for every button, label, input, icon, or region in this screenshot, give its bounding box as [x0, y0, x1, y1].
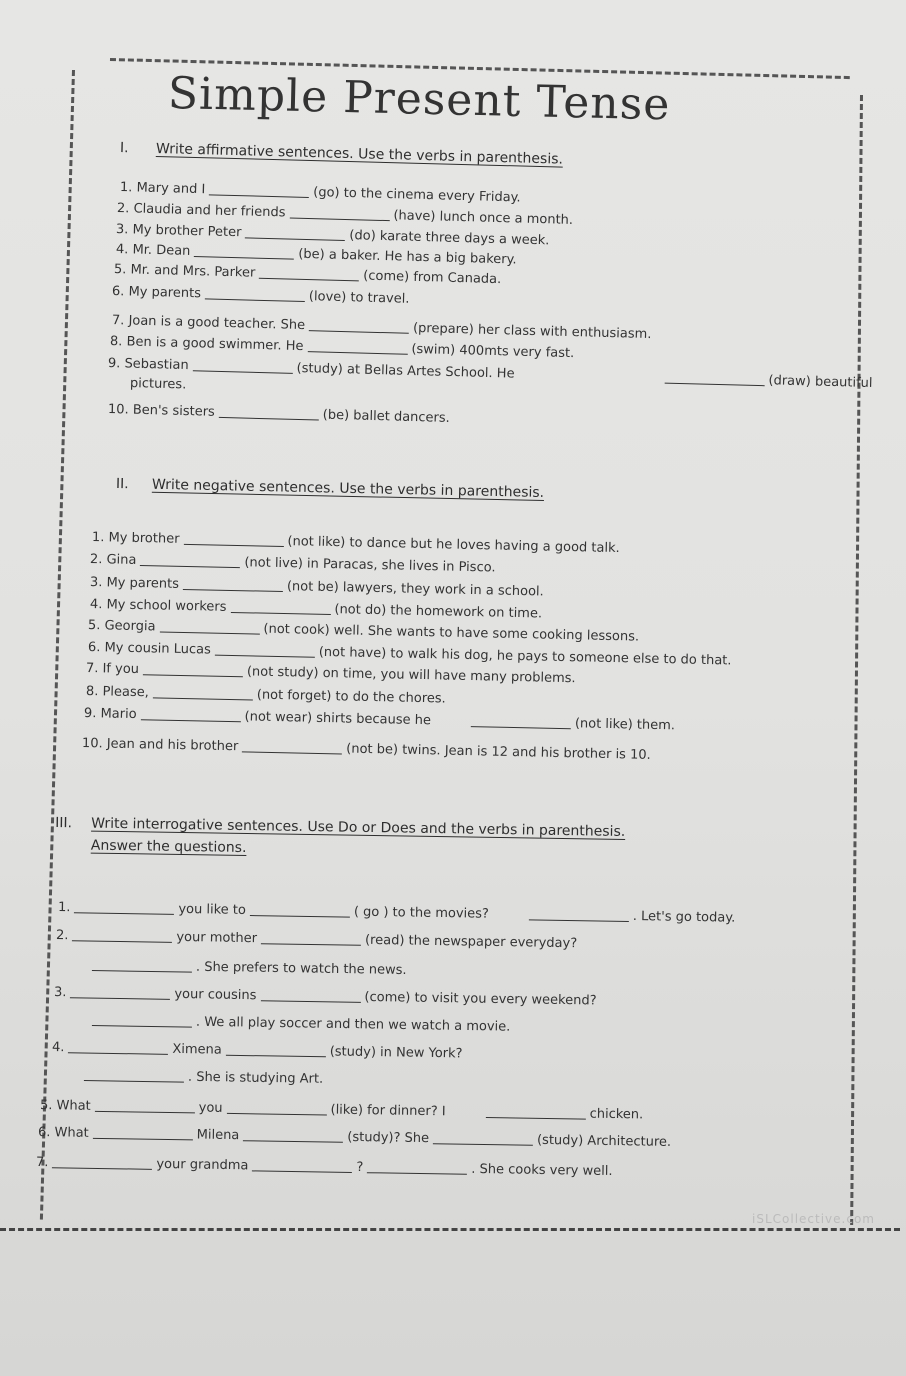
- exercise-item: [92, 530, 620, 556]
- item-text: 2. Gina: [89, 552, 137, 568]
- answer-blank[interactable]: [70, 996, 170, 1000]
- exercise-item: [82, 736, 651, 763]
- answer-blank[interactable]: [193, 369, 293, 374]
- item-text: (prepare) her class with enthusiasm.: [412, 320, 652, 343]
- item-text: ( go ) to the movies?: [353, 904, 489, 922]
- answer-blank[interactable]: [215, 654, 315, 658]
- item-text: . She cooks very well.: [471, 1161, 613, 1180]
- answer-blank[interactable]: [250, 914, 350, 918]
- exercise-item: [40, 1098, 643, 1122]
- item-text: chicken.: [589, 1106, 644, 1123]
- answer-blank[interactable]: [159, 630, 259, 634]
- exercise-item: [108, 402, 450, 426]
- item-text: (like) for dinner? I: [330, 1102, 446, 1120]
- exercise-item: [88, 618, 639, 645]
- item-text: 4.: [51, 1040, 65, 1056]
- item-text: (be) a baker. He has a big bakery.: [298, 246, 517, 268]
- section-instruction: Write interrogative sentences. Use Do or Does and the verbs in parenthesis.: [91, 815, 626, 840]
- section-heading: [120, 140, 563, 168]
- answer-blank[interactable]: [307, 350, 407, 355]
- item-text: 3. My parents: [89, 575, 180, 592]
- answer-blank[interactable]: [95, 1110, 195, 1114]
- item-text: . She prefers to watch the news.: [195, 959, 407, 979]
- item-text: 5. Mr. and Mrs. Parker: [113, 262, 256, 281]
- answer-blank[interactable]: [226, 1112, 326, 1116]
- item-text: (study)? She: [347, 1129, 430, 1147]
- answer-blank[interactable]: [141, 718, 241, 722]
- exercise-item: [88, 1013, 511, 1035]
- answer-blank[interactable]: [433, 1142, 533, 1146]
- exercise-item: [90, 597, 542, 621]
- item-text: 1.: [57, 900, 71, 916]
- item-text: 4. My school workers: [89, 597, 227, 615]
- item-text: 9. Mario: [83, 706, 137, 723]
- item-text: 8. Ben is a good swimmer. He: [109, 334, 304, 355]
- exercise-item: [108, 356, 873, 391]
- answer-blank[interactable]: [72, 939, 172, 943]
- answer-blank[interactable]: [74, 911, 174, 915]
- exercise-item: [54, 985, 597, 1009]
- answer-blank[interactable]: [209, 193, 309, 198]
- item-text: (study) Architecture.: [536, 1132, 672, 1150]
- answer-blank[interactable]: [84, 1079, 184, 1083]
- item-text: (not study) on time, you will have many problems.: [246, 664, 576, 687]
- answer-blank[interactable]: [92, 969, 192, 973]
- item-text: your cousins: [174, 986, 257, 1004]
- section-instruction-line2: Answer the questions.: [90, 837, 247, 857]
- item-text: (not wear) shirts because he: [244, 709, 432, 729]
- exercise-item: [88, 958, 407, 978]
- item-text: 2. Claudia and her friends: [116, 201, 286, 221]
- answer-blank[interactable]: [252, 1169, 352, 1173]
- exercise-item: [58, 900, 735, 926]
- answer-blank[interactable]: [259, 277, 359, 282]
- item-text: . We all play soccer and then we watch a movie.: [195, 1014, 511, 1035]
- answer-blank[interactable]: [486, 1116, 586, 1120]
- item-text: 3. My brother Peter: [115, 222, 242, 241]
- item-text: 7. If you: [85, 661, 140, 678]
- answer-blank[interactable]: [367, 1171, 467, 1175]
- answer-blank[interactable]: [219, 416, 319, 421]
- answer-blank[interactable]: [140, 564, 240, 568]
- item-text: (not like) to dance but he loves having a good talk.: [287, 534, 620, 557]
- item-text: (have) lunch once a month.: [393, 208, 574, 228]
- answer-blank[interactable]: [260, 999, 360, 1003]
- item-text: 10. Ben's sisters: [107, 402, 215, 420]
- item-text: (do) karate three days a week.: [349, 228, 550, 249]
- answer-blank[interactable]: [143, 673, 243, 677]
- answer-blank[interactable]: [471, 725, 571, 729]
- item-text: (draw) beautiful: [768, 373, 873, 392]
- section-number: I.: [119, 140, 129, 157]
- item-text: 6. My parents: [111, 284, 202, 302]
- section-number: III.: [55, 815, 73, 832]
- item-text: pictures.: [129, 376, 187, 393]
- item-text: you like to: [178, 901, 247, 918]
- exercise-item: [114, 262, 502, 287]
- dashed-border-right: [850, 95, 863, 1225]
- exercise-item: [86, 661, 576, 686]
- item-text: 6. My cousin Lucas: [87, 640, 211, 658]
- exercise-item: [112, 284, 410, 307]
- item-text: (not have) to walk his dog, he pays to someone else to do that.: [318, 644, 732, 669]
- answer-blank[interactable]: [52, 1166, 152, 1170]
- item-text: (go) to the cinema every Friday.: [313, 185, 521, 206]
- answer-blank[interactable]: [205, 297, 305, 302]
- answer-blank[interactable]: [243, 1139, 343, 1143]
- section-heading: [55, 815, 626, 862]
- answer-blank[interactable]: [529, 918, 629, 922]
- answer-blank[interactable]: [183, 543, 283, 547]
- item-text: (study) in New York?: [329, 1044, 463, 1062]
- answer-blank[interactable]: [226, 1054, 326, 1058]
- item-text: 7. Joan is a good teacher. She: [111, 313, 306, 334]
- exercise-item: [90, 575, 544, 600]
- exercise-item: [130, 376, 187, 392]
- exercise-item: [80, 1068, 323, 1087]
- item-text: (love) to travel.: [308, 289, 410, 307]
- answer-blank[interactable]: [194, 255, 294, 260]
- item-text: 4. Mr. Dean: [115, 242, 191, 259]
- answer-blank[interactable]: [261, 942, 361, 946]
- item-text: (not like) them.: [574, 716, 676, 734]
- item-text: 6. What: [37, 1125, 89, 1141]
- section-number: II.: [115, 476, 129, 493]
- item-text: your mother: [176, 929, 258, 947]
- item-text: (not do) the homework on time.: [334, 602, 543, 622]
- answer-blank[interactable]: [309, 329, 409, 334]
- section-heading: [116, 476, 544, 501]
- dashed-border-bottom: [0, 1228, 900, 1231]
- item-text: (read) the newspaper everyday?: [364, 932, 578, 952]
- section-instruction: Write affirmative sentences. Use the verbs in parenthesis.: [155, 140, 564, 168]
- item-text: Milena: [196, 1127, 240, 1144]
- answer-blank[interactable]: [242, 750, 342, 754]
- item-text: 5. What: [39, 1098, 91, 1114]
- item-text: (swim) 400mts very fast.: [411, 341, 575, 362]
- answer-blank[interactable]: [230, 611, 330, 615]
- item-text: 7.: [35, 1155, 49, 1171]
- item-text: (be) ballet dancers.: [322, 407, 450, 426]
- exercise-item: [84, 706, 675, 733]
- item-text: 10. Jean and his brother: [81, 736, 239, 755]
- item-text: . She is studying Art.: [187, 1069, 324, 1087]
- item-text: (study) at Bellas Artes School. He: [296, 360, 515, 382]
- item-text: 1. My brother: [91, 530, 180, 547]
- exercise-item: [90, 552, 496, 575]
- section-instruction: Write negative sentences. Use the verbs in parenthesis.: [151, 476, 545, 501]
- item-text: your grandma: [156, 1156, 249, 1174]
- exercise-item: [36, 1155, 613, 1179]
- item-text: 9. Sebastian: [107, 356, 189, 374]
- answer-blank[interactable]: [153, 696, 253, 700]
- worksheet-title: Simple Present Tense: [167, 68, 671, 131]
- item-text: Ximena: [172, 1041, 222, 1058]
- answer-blank[interactable]: [183, 588, 283, 592]
- item-text: (not live) in Paracas, she lives in Pisco.: [244, 555, 496, 576]
- exercise-item: [86, 684, 446, 707]
- answer-blank[interactable]: [92, 1024, 192, 1028]
- item-text: (not cook) well. She wants to have some cooking lessons.: [263, 621, 640, 645]
- exercise-item: [38, 1125, 671, 1150]
- item-text: 3.: [53, 985, 67, 1001]
- item-text: 8. Please,: [85, 684, 150, 701]
- watermark: iSLCollective.com: [752, 1212, 875, 1226]
- item-text: (not be) twins. Jean is 12 and his brother is 10.: [346, 741, 651, 763]
- exercise-item: [52, 1040, 463, 1061]
- answer-blank[interactable]: [664, 382, 764, 387]
- answer-blank[interactable]: [68, 1051, 168, 1055]
- item-text: (come) to visit you every weekend?: [364, 989, 597, 1009]
- item-text: ?: [356, 1160, 364, 1176]
- item-text: (not be) lawyers, they work in a school.: [286, 579, 544, 600]
- answer-blank[interactable]: [93, 1137, 193, 1141]
- exercise-item: [56, 928, 577, 951]
- item-text: 2.: [55, 928, 69, 944]
- answer-blank[interactable]: [245, 236, 345, 241]
- item-text: 5. Georgia: [87, 618, 156, 635]
- answer-blank[interactable]: [289, 217, 389, 222]
- item-text: (not forget) to do the chores.: [256, 687, 446, 707]
- item-text: 1. Mary and I: [119, 180, 206, 198]
- item-text: . Let's go today.: [632, 909, 736, 926]
- item-text: (come) from Canada.: [363, 268, 502, 288]
- item-text: you: [198, 1100, 223, 1116]
